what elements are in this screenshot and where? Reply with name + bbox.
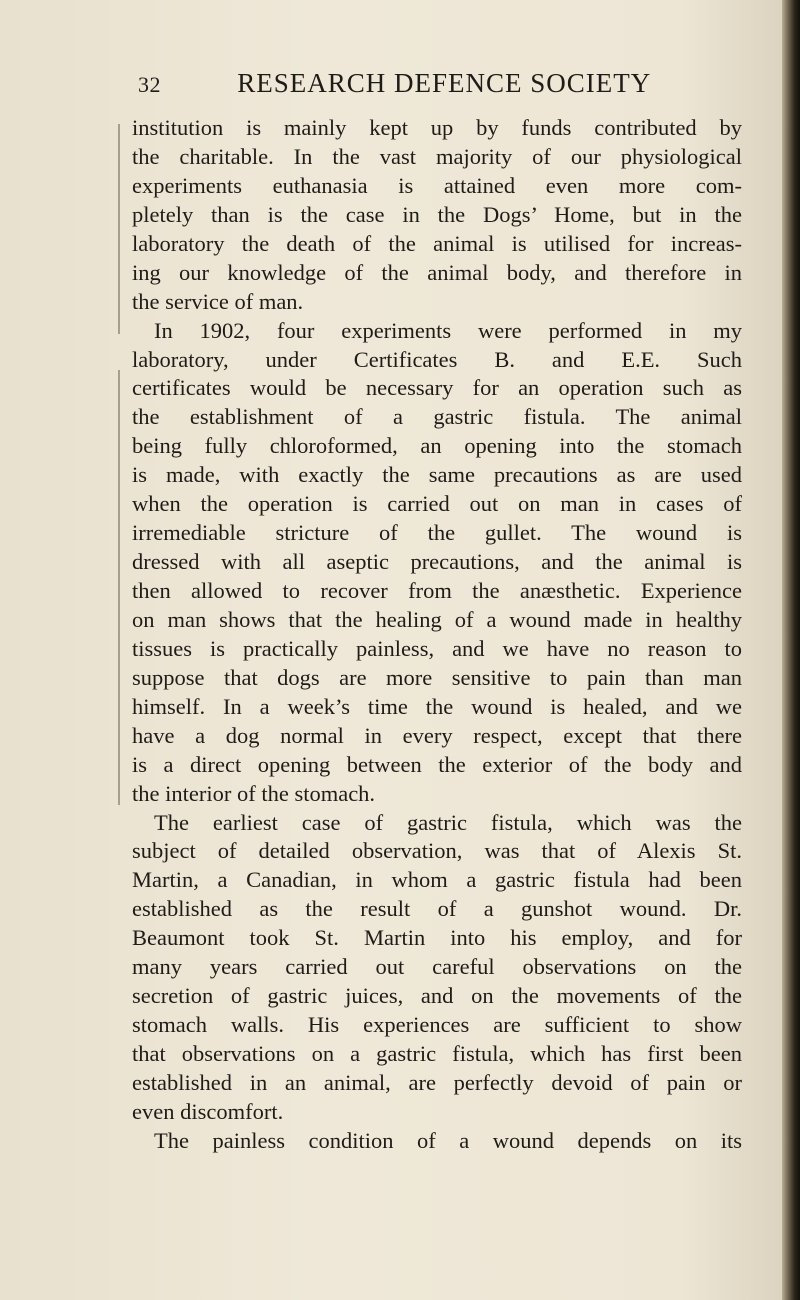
- text-line: irremediable stricture of the gullet. The wound is: [132, 520, 742, 546]
- text-line: pletely than is the case in the Dogs’ Home, but in the: [132, 201, 742, 227]
- text-line: then allowed to recover from the anæsthetic. Experience: [132, 578, 742, 603]
- text-line: tissues is practically painless, and we have no reason to: [132, 635, 742, 661]
- text-line: subject of detailed observation, was that of Alexis St.: [132, 838, 742, 864]
- text-line: even discomfort.: [132, 1098, 284, 1124]
- text-line: the service of man.: [132, 288, 304, 314]
- margin-line: [118, 370, 120, 805]
- text-line: The earliest case of gastric fistula, which was the: [154, 809, 742, 835]
- text-line: the establishment of a gastric fistula. The animal: [132, 404, 742, 430]
- text-line: suppose that dogs are more sensitive to pain than man: [132, 664, 742, 690]
- text-line: the interior of the stomach.: [132, 780, 376, 806]
- text-line: is made, with exactly the same precautions as are used: [132, 462, 742, 488]
- running-title: RESEARCH DEFENCE SOCIETY: [237, 68, 652, 98]
- page-header: [138, 68, 652, 99]
- text-line: certificates would be necessary for an operation such as: [132, 375, 742, 401]
- text-line: established as the result of a gunshot wound. Dr.: [132, 896, 742, 922]
- text-line: ing our knowledge of the animal body, and therefore in: [132, 259, 742, 285]
- text-line: established in an animal, are perfectly devoid of pain or: [132, 1069, 742, 1095]
- body-text: [132, 114, 742, 1156]
- text-line: laboratory the death of the animal is utilised for increas-: [132, 230, 742, 256]
- text-line: Martin, a Canadian, in whom a gastric fistula had been: [132, 867, 742, 893]
- text-line: stomach walls. His experiences are sufficient to show: [132, 1012, 742, 1038]
- text-line: the charitable. In the vast majority of our physiological: [132, 143, 742, 169]
- margin-line: [118, 124, 120, 334]
- text-line: when the operation is carried out on man in cases of: [132, 491, 742, 517]
- text-line: many years carried out careful observations on the: [132, 954, 742, 980]
- text-line: himself. In a week’s time the wound is healed, and we: [132, 693, 742, 719]
- page-edge-shadow: [782, 0, 800, 1300]
- text-line: that observations on a gastric fistula, which has first been: [132, 1041, 742, 1066]
- text-line: have a dog normal in every respect, except that there: [132, 722, 742, 748]
- text-line: experiments euthanasia is attained even more com-: [132, 172, 742, 198]
- text-line: being fully chloroformed, an opening into the stomach: [132, 433, 742, 459]
- text-line: dressed with all aseptic precautions, and the animal is: [132, 549, 742, 575]
- text-line: institution is mainly kept up by funds contributed by: [132, 115, 742, 140]
- text-line: is a direct opening between the exterior of the body and: [132, 751, 742, 777]
- text-line: The painless condition of a wound depends on its: [154, 1127, 742, 1153]
- text-line: secretion of gastric juices, and on the movements of the: [132, 983, 742, 1009]
- text-line: Beaumont took St. Martin into his employ, and for: [132, 925, 742, 951]
- text-line: In 1902, four experiments were performed in my: [154, 317, 742, 343]
- page-number: 32: [138, 72, 161, 97]
- text-line: on man shows that the healing of a wound made in healthy: [132, 606, 742, 632]
- text-line: laboratory, under Certificates B. and E.E. Such: [132, 346, 742, 372]
